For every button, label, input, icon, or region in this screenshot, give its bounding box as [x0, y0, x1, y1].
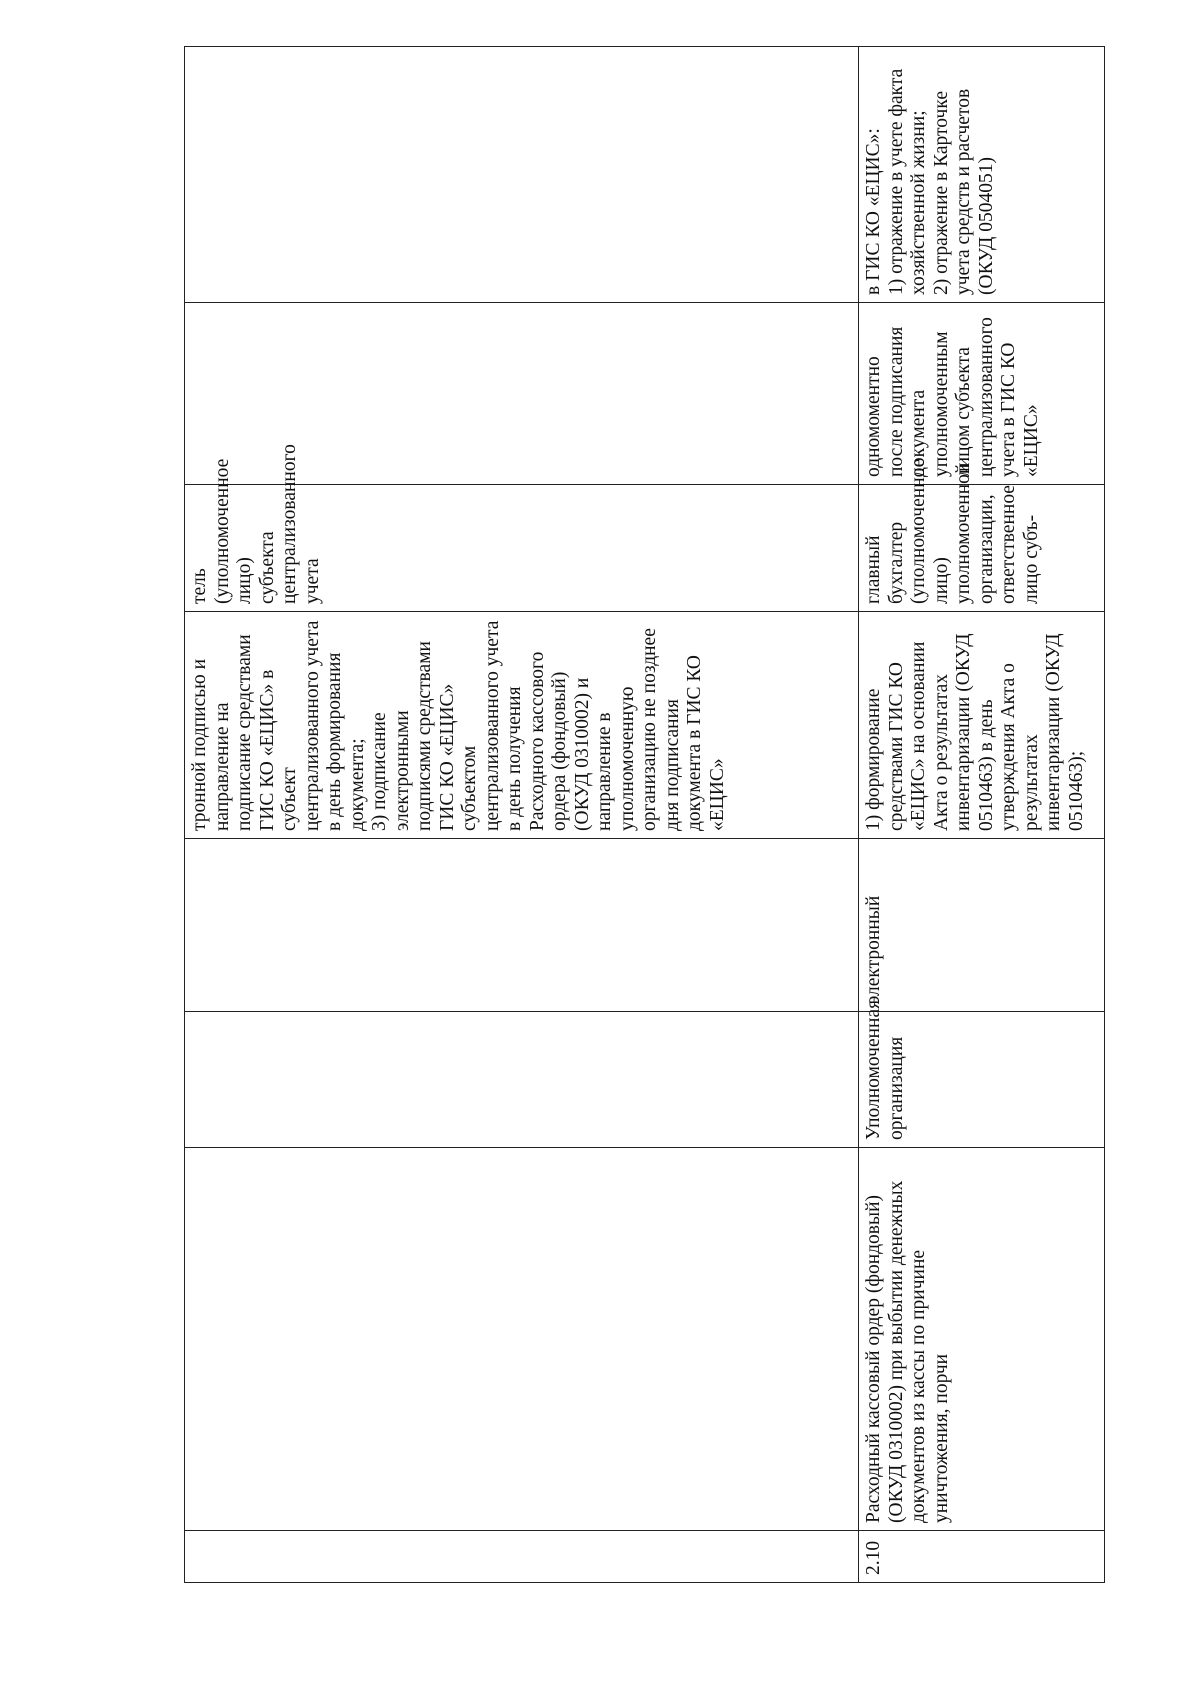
cell-signer: главный бухгалтер (уполномоченное лицо) уполномоченной организации, ответственное лицо субъ- — [859, 485, 1105, 612]
cell-responsible — [185, 1012, 859, 1148]
cell-document-name — [185, 1148, 859, 1531]
cell-document-name: Расходный кассовый ордер (фондовый) (ОКУД 0310002) при выбытии денежных документов из кассы по причине уничтожения, порчи — [859, 1148, 1105, 1531]
cell-number: 2.10 — [859, 1531, 1105, 1583]
cell-action — [185, 47, 859, 303]
cell-form: электронный — [859, 839, 1105, 1012]
cell-procedure: тронной подписью и направление на подписание средствами ГИС КО «ЕЦИС» в субъект централизованного учета в день формирования документа; 3) подписание электронными подписями средствами ГИС КО «ЕЦИС» субъектом централизованного учета в день получения Расходного кассового ордера (фондовый) (ОКУД 0310002) и направление в уполномоченную организацию не позднее дня подписания документа в ГИС КО «ЕЦИС» — [185, 612, 859, 839]
rotated-table-wrapper — [184, 47, 1104, 1583]
cell-form — [185, 839, 859, 1012]
cell-deadline: одномоментно после подписания документа уполномоченным лицом субъекта централизованного учета в ГИС КО «ЕЦИС» — [859, 303, 1105, 485]
table-row-2-10 — [859, 47, 1105, 1583]
cell-signer: тель (уполномоченное лицо) субъекта централизованного учета — [185, 485, 859, 612]
cell-responsible: Уполномоченная организация — [859, 1012, 1105, 1148]
document-table — [184, 46, 1105, 1583]
cell-action: в ГИС КО «ЕЦИС»: 1) отражение в учете факта хозяйственной жизни; 2) отражение в Карточке учета средств и расчетов (ОКУД 0504051) — [859, 47, 1105, 303]
table-row-continued — [185, 47, 859, 1583]
cell-number — [185, 1531, 859, 1583]
cell-procedure: 1) формирование средствами ГИС КО «ЕЦИС» на основании Акта о результатах инвентаризации (ОКУД 0510463) в день утверждения Акта о результатах инвентаризации (ОКУД 0510463); — [859, 612, 1105, 839]
